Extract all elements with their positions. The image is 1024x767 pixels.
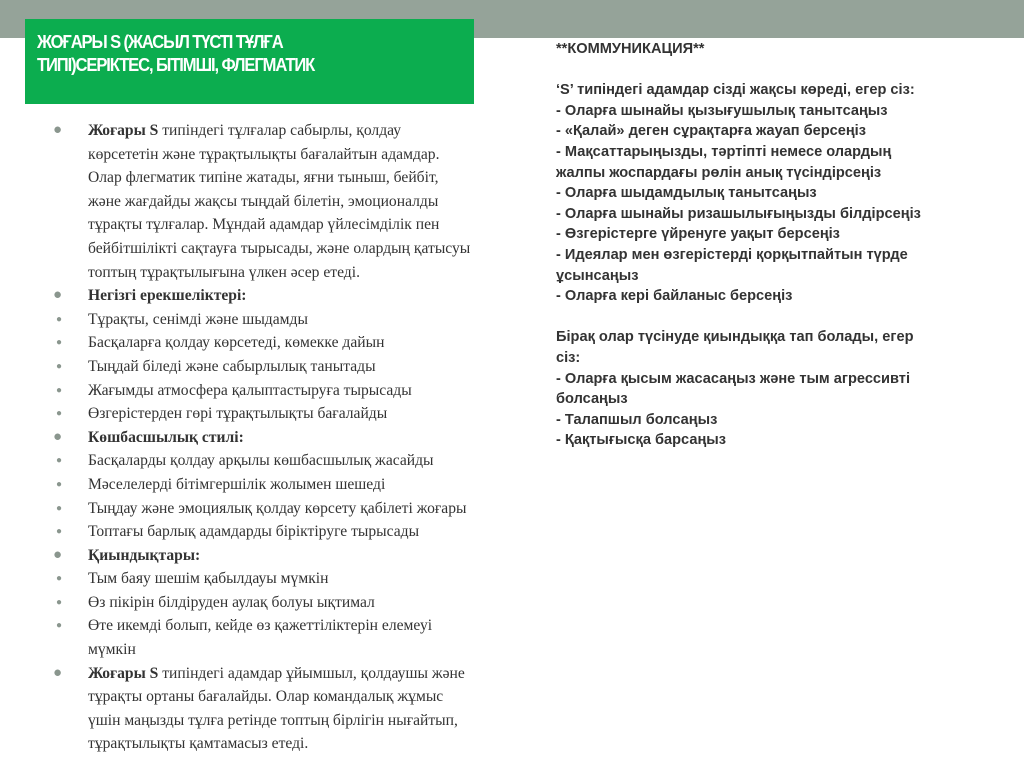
bullet-icon: ● <box>56 620 63 632</box>
item-text: Өз пікірін білдіруден аулақ болуы ықтимал <box>88 593 375 611</box>
heading-text: Көшбасшылық стилі: <box>88 428 244 446</box>
bullet-icon: ● <box>56 313 63 325</box>
section-heading <box>50 426 520 450</box>
item-text: Басқаларға қолдау көрсетеді, көмекке дайын <box>88 334 385 352</box>
list-item <box>50 638 520 662</box>
bullet-icon: ● <box>53 664 63 681</box>
right-column <box>556 39 1006 451</box>
line-text: бейбітшілікті сақтауға тырысады, және олардың қатысуы <box>88 239 471 257</box>
item-text: Өзгерістерден гөрі тұрақтылықты бағалайды <box>88 405 388 423</box>
right-line: - Оларға шынайы ризашылығыңызды білдірсеңіз <box>556 205 921 222</box>
item-text: Басқаларды қолдау арқылы көшбасшылық жасайды <box>88 452 434 470</box>
paragraph-line <box>50 662 520 686</box>
list-item <box>50 355 520 379</box>
line-text: тұрақты тұлғалар. Мұндай адамдар үйлесімділік пен <box>88 216 440 234</box>
bullet-icon: ● <box>56 502 63 514</box>
slide-title-line-2: ТИПІ)СЕРІКТЕС, БІТІМШІ, ФЛЕГМАТИК <box>37 55 315 75</box>
paragraph-line <box>50 213 520 237</box>
item-text: Тым баяу шешім қабылдауы мүмкін <box>88 570 329 588</box>
paragraph-line <box>50 190 520 214</box>
bullet-icon: ● <box>56 408 63 420</box>
item-text: Жағымды атмосфера қалыптастыруға тырысады <box>88 381 412 399</box>
right-line: жалпы жоспардағы рөлін анық түсіндірсеңіз <box>556 164 882 181</box>
right-line: ‘S’ типіндегі адамдар сізді жақсы көреді, егер сіз: <box>556 82 915 99</box>
line-text: типіндегі тұлғалар сабырлы, қолдау <box>158 122 402 139</box>
slide-title-line-1: ЖОҒАРЫ S (ЖАСЫЛ ТҮСТІ ТҰЛҒА <box>37 32 283 52</box>
list-item <box>50 473 520 497</box>
item-text: Тыңдау және эмоциялық қолдау көрсету қабілеті жоғары <box>88 499 467 517</box>
list-item <box>50 402 520 426</box>
right-line <box>556 307 1006 328</box>
list-item <box>50 614 520 638</box>
paragraph-line <box>50 166 520 190</box>
paragraph-line <box>50 261 520 285</box>
list-item <box>50 567 520 591</box>
right-line: болсаңыз <box>556 391 628 408</box>
bullet-icon: ● <box>56 384 63 396</box>
paragraph-line <box>50 237 520 261</box>
right-line: - Талапшыл болсаңыз <box>556 411 718 428</box>
list-item <box>50 591 520 615</box>
bullet-icon: ● <box>53 122 63 138</box>
right-line: - Өзгерістерге үйренуге уақыт берсеңіз <box>556 226 840 243</box>
bold-lead: Жоғары S <box>88 664 159 682</box>
line-text: типіндегі адамдар ұйымшыл, қолдаушы және <box>158 664 465 682</box>
item-text: Мәселелерді бітімгершілік жолымен шешеді <box>88 475 386 493</box>
bold-lead: Жоғары S <box>88 122 159 139</box>
right-line: - Оларға шыдамдылық танытсаңыз <box>556 185 817 202</box>
bullet-icon: ● <box>56 360 63 372</box>
item-text: мүмкін <box>88 641 136 659</box>
right-line: - Қақтығысқа барсаңыз <box>556 432 726 449</box>
list-item <box>50 308 520 332</box>
bullet-icon: ● <box>53 287 63 304</box>
right-line: **КОММУНИКАЦИЯ** <box>556 41 705 57</box>
line-text: және жағдайды жақсы тыңдай білетін, эмоционалды <box>88 192 439 210</box>
bullet-icon: ● <box>56 455 63 467</box>
bullet-icon: ● <box>56 526 63 538</box>
right-line: - Мақсаттарыңызды, тәртіпті немесе олардың <box>556 143 892 160</box>
right-line: - Оларға кері байланыс берсеңіз <box>556 288 793 305</box>
paragraph-line <box>50 709 520 733</box>
section-heading <box>50 544 520 568</box>
line-text: тұрақты ортаны бағалайды. Олар командалық жұмыс <box>88 688 444 706</box>
list-item <box>50 331 520 355</box>
paragraph-line <box>50 119 520 143</box>
line-text: Олар флегматик типіне жатады, яғни тыныш, бейбіт, <box>88 169 439 187</box>
heading-text: Қиындықтары: <box>88 546 201 564</box>
title-box <box>25 19 474 104</box>
list-item <box>50 520 520 544</box>
bullet-icon: ● <box>53 546 63 563</box>
right-line: сіз: <box>556 349 581 366</box>
list-item <box>50 497 520 521</box>
paragraph-line <box>50 685 520 709</box>
paragraph-line <box>50 732 520 756</box>
bullet-icon: ● <box>53 428 63 445</box>
line-text: үшін маңызды тұлға ретінде топтың бірлігін нығайтып, <box>88 711 458 729</box>
right-line: - Оларға қысым жасасаңыз және тым агрессивті <box>556 370 910 387</box>
line-text: топтың тұрақтылығына үлкен әсер етеді. <box>88 263 360 281</box>
line-text: тұрақтылықты қамтамасыз етеді. <box>88 735 309 753</box>
right-line: - «Қалай» деген сұрақтарға жауап берсеңіз <box>556 123 866 140</box>
item-text: Өте икемді болып, кейде өз қажеттіліктерін елемеуі <box>88 617 433 635</box>
bullet-icon: ● <box>56 478 63 490</box>
line-text: көрсететін және тұрақтылықты бағалайтын адамдар. <box>88 145 440 163</box>
left-column <box>50 119 520 756</box>
item-text: Топтағы барлық адамдарды біріктіруге тырысады <box>88 523 420 541</box>
item-text: Тұрақты, сенімді және шыдамды <box>88 310 308 328</box>
paragraph-line <box>50 143 520 167</box>
section-heading <box>50 284 520 308</box>
right-line <box>556 60 1006 81</box>
right-line: ұсынсаңыз <box>556 267 639 284</box>
bullet-icon: ● <box>56 573 63 585</box>
right-line: - Идеялар мен өзгерістерді қорқытпайтын түрде <box>556 246 908 263</box>
item-text: Тыңдай біледі және сабырлылық танытады <box>88 357 376 375</box>
heading-text: Негізгі ерекшеліктері: <box>88 287 247 305</box>
bullet-icon: ● <box>56 596 63 608</box>
right-line: - Оларға шынайы қызығушылық танытсаңыз <box>556 102 888 119</box>
bullet-icon: ● <box>56 337 63 349</box>
list-item <box>50 379 520 403</box>
right-line: Бірақ олар түсінуде қиындыққа тап болады, егер <box>556 329 914 346</box>
list-item <box>50 449 520 473</box>
